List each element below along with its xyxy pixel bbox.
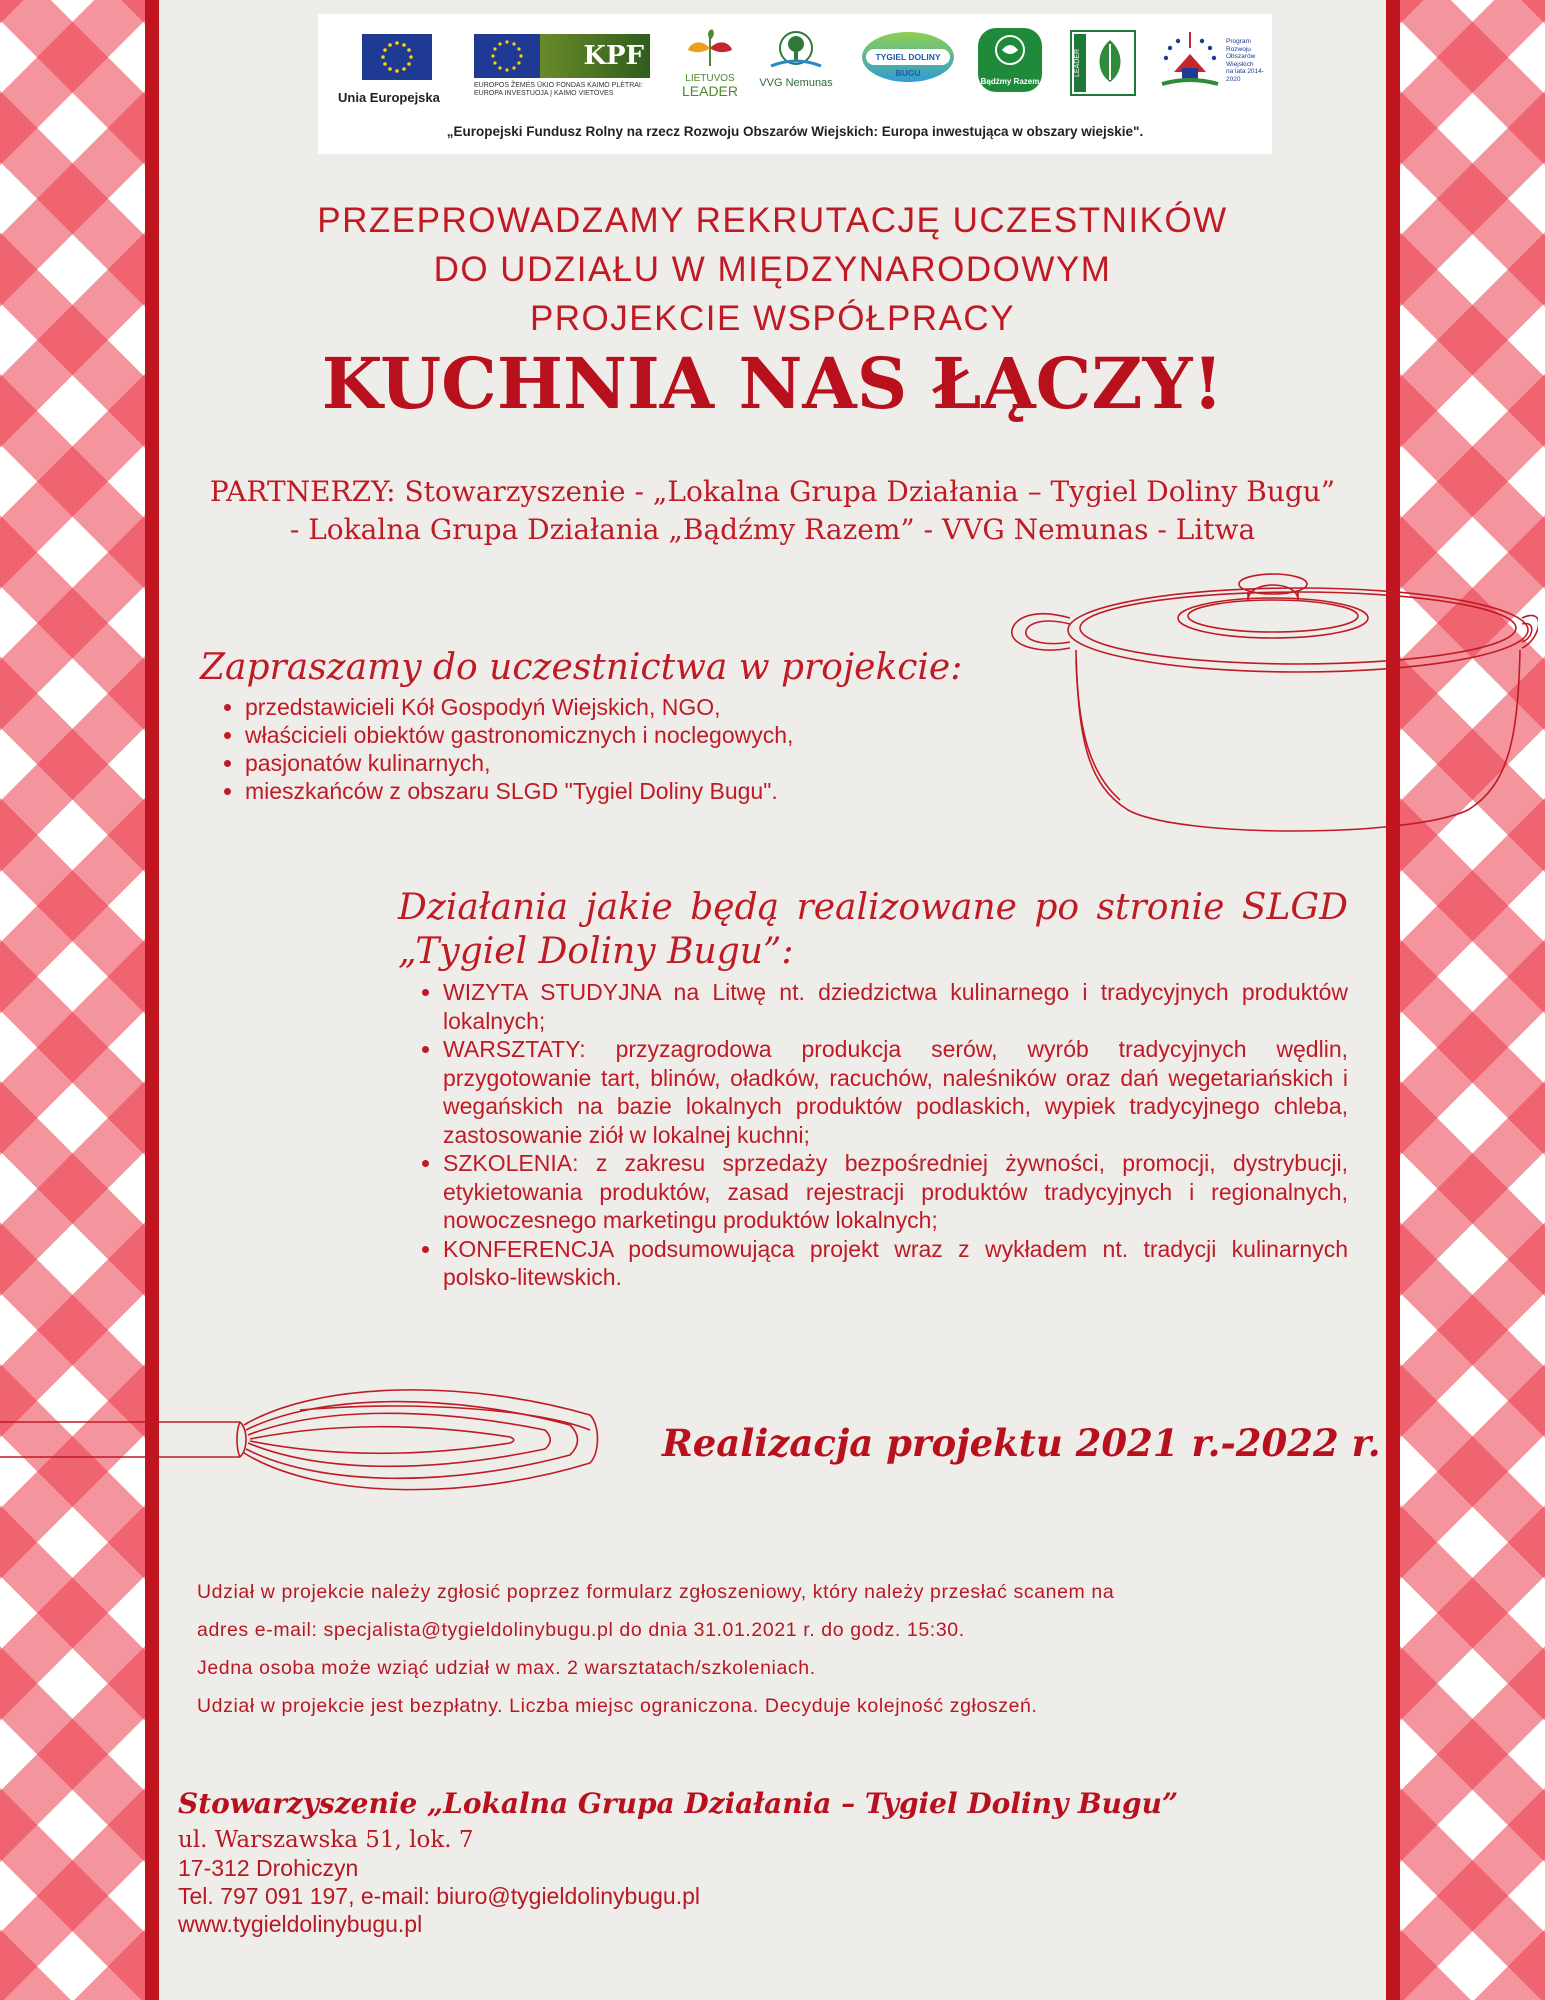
eafrd-caption-1: EUROPOS ŽEMĖS ŪKIO FONDAS KAIMO PLĖTRAI: xyxy=(474,82,643,89)
footer-website: www.tygieldolinybugu.pl xyxy=(178,1911,423,1937)
badzmy-label: Bądźmy Razem xyxy=(980,77,1040,86)
eafrd-caption-2: EUROPA INVESTUOJA Į KAIMO VIETOVES xyxy=(474,90,614,97)
vvg-nemunas-logo xyxy=(756,28,836,89)
eu-logo xyxy=(338,34,440,105)
list-item: • WARSZTATY: przyzagrodowa produkcja serów, wyrób tradycyjnych wędlin, przygotowanie tart, blinów, oładków, racuchów, naleśników oraz dań wegetariańskich i wegańskich na bazie lokalnych produktów podlaskich, wypiek tradycyjnego chleba, zastosowanie ziół w lokalnej kuchni; xyxy=(443,1035,1348,1149)
tree-icon xyxy=(766,28,826,72)
list-item: • przedstawicieli Kół Gospodyń Wiejskich, NGO, xyxy=(245,693,793,721)
kpf-badge: KPF xyxy=(540,34,650,78)
list-item: • właścicieli obiektów gastronomicznych i noclegowych, xyxy=(245,721,793,749)
heading-line-1: PRZEPROWADZAMY REKRUTACJĘ UCZESTNIKÓW xyxy=(317,201,1228,240)
participation-info xyxy=(197,1573,1347,1725)
leader-leaf-icon xyxy=(1088,32,1132,90)
partners-line-2: - Lokalna Grupa Działania „Bądźmy Razem” - VVG Nemunas - Litwa xyxy=(289,513,1256,546)
prow-line-4: Wiejskich xyxy=(1226,60,1254,68)
gingham-border-left xyxy=(0,0,145,2000)
actions-list xyxy=(398,978,1348,1292)
eafrd-slogan: „Europejski Fundusz Rolny na rzecz Rozwoju Obszarów Wiejskich: Europa inwestująca w obszary wiejskie". xyxy=(446,124,1144,139)
info-line-2: adres e-mail: specjalista@tygieldolinybugu.pl do dnia 31.01.2021 r. do godz. 15:30. xyxy=(197,1619,965,1641)
heading-line-3: PROJEKCIE WSPÓŁPRACY xyxy=(529,299,1016,338)
hands-icon xyxy=(978,28,1042,72)
tygiel-label: TYGIEL DOLINY BUGU xyxy=(866,49,950,65)
gingham-border-right xyxy=(1400,0,1545,2000)
badzmy-razem-logo xyxy=(978,28,1042,92)
list-item: • SZKOLENIA: z zakresu sprzedaży bezpośredniej żywności, promocji, dystrybucji, etykietowania produktów, zasad rejestracji produktów tradycyjnych i regionalnych, nowoczesnego marketingu produktów lokalnych; xyxy=(443,1149,1348,1235)
heading-line-2: DO UDZIAŁU W MIĘDZYNARODOWYM xyxy=(433,250,1112,289)
footer-phone-email: Tel. 797 091 197, e-mail: biuro@tygieldolinybugu.pl xyxy=(178,1883,701,1909)
vvg-caption: VVG Nemunas xyxy=(759,77,833,89)
prow-line-5: na lata 2014-2020 xyxy=(1226,68,1264,83)
invite-heading: Zapraszamy do uczestnictwa w projekcie: xyxy=(200,647,963,688)
leader-logo xyxy=(1070,30,1136,96)
partners xyxy=(200,473,1345,549)
info-line-3: Jedna osoba może wziąć udział w max. 2 warsztatach/szkoleniach. xyxy=(197,1657,816,1679)
list-item: • KONFERENCJA podsumowująca projekt wraz z wykładem nt. tradycji kulinarnych polsko-litewskich. xyxy=(443,1235,1348,1292)
lietuvos-leader-logo xyxy=(680,28,740,99)
recruitment-heading xyxy=(159,196,1386,343)
tygiel-logo xyxy=(862,32,954,82)
main-title: KUCHNIA NAS ŁĄCZY! xyxy=(321,342,1224,425)
footer-organization: Stowarzyszenie „Lokalna Grupa Działania – Tygiel Doliny Bugu” xyxy=(178,1787,1179,1820)
footer-address: ul. Warszawska 51, lok. 7 xyxy=(178,1827,474,1853)
list-item: • mieszkańców z obszaru SLGD "Tygiel Doliny Bugu". xyxy=(245,777,793,805)
eu-caption: Unia Europejska xyxy=(338,90,440,105)
eafrd-flag-icon xyxy=(474,34,540,78)
prow-line-3: Obszarów xyxy=(1226,53,1256,60)
invite-list xyxy=(200,693,793,805)
list-item: • pasjonatów kulinarnych, xyxy=(245,749,793,777)
leader-text: LEADER xyxy=(681,83,739,99)
prow-logo xyxy=(1154,28,1264,94)
eafrd-kpf-logo xyxy=(474,34,650,98)
lietuvos-text: LIETUVOS xyxy=(685,73,735,84)
list-item: • WIZYTA STUDYJNA na Litwę nt. dziedzictwa kulinarnego i tradycyjnych produktów lokalnych; xyxy=(443,978,1348,1035)
eu-flag-icon xyxy=(362,34,432,80)
red-stripe-left xyxy=(145,0,159,2000)
info-line-4: Udział w projekcie jest bezpłatny. Liczba miejsc ograniczona. Decyduje kolejność zgłoszeń. xyxy=(197,1695,1038,1717)
footer-city: 17-312 Drohiczyn xyxy=(178,1855,359,1881)
footer-contact xyxy=(178,1826,700,1938)
info-line-1: Udział w projekcie należy zgłosić poprzez formularz zgłoszeniowy, który należy przesłać scanem na xyxy=(197,1581,1115,1603)
partners-line-1: PARTNERZY: Stowarzyszenie - „Lokalna Grupa Działania – Tygiel Doliny Bugu” xyxy=(209,475,1336,508)
actions-heading: Działania jakie będą realizowane po stronie SLGD „Tygiel Doliny Bugu”: xyxy=(398,887,1348,972)
whisk-icon xyxy=(0,1385,600,1515)
red-stripe-right xyxy=(1386,0,1400,2000)
project-duration: Realizacja projektu 2021 r.-2022 r. xyxy=(662,1421,1381,1465)
logo-bar xyxy=(318,14,1272,154)
prow-line-1: Program xyxy=(1226,38,1251,45)
prow-house-icon xyxy=(1154,28,1226,94)
prow-line-2: Rozwoju xyxy=(1226,45,1251,53)
cooking-pot-icon xyxy=(1008,570,1538,860)
leader-label: LEADER xyxy=(1074,34,1086,92)
leaf-icon xyxy=(685,28,735,68)
